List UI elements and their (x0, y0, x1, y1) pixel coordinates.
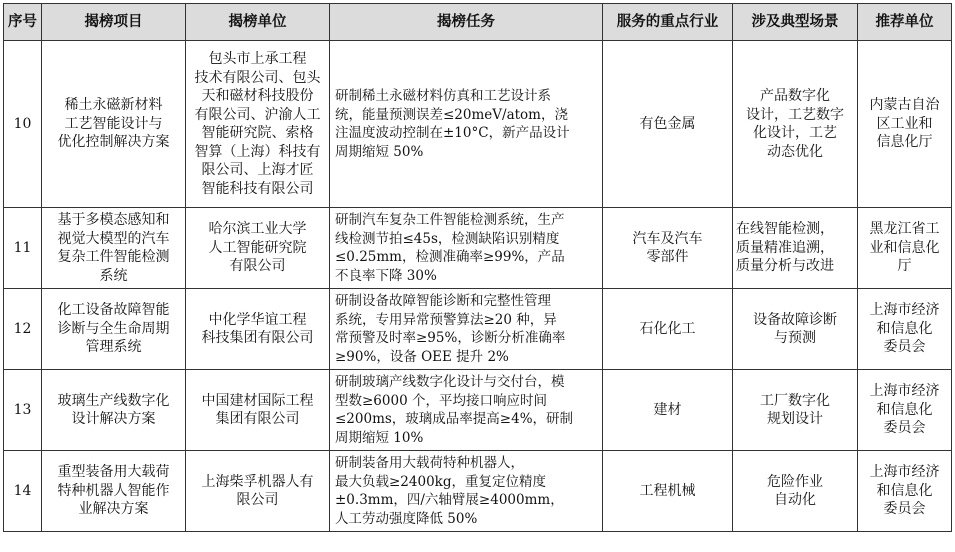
row-unit: 上海柴孚机器人有 限公司 (186, 451, 330, 532)
row-unit: 中国建材国际工程 集团有限公司 (186, 370, 330, 451)
row-task: 研制设备故障智能诊断和完整性管理 系统，专用异常预警算法≥20 种，异 常预警及时率≥95%，诊断分析准确率 ≥90%，设备 OEE 提升 2% (330, 289, 603, 370)
row-project: 稀土永磁新材料 工艺智能设计与 优化控制解决方案 (42, 41, 186, 208)
header-recommender: 推荐单位 (858, 4, 952, 41)
row-industry: 有色金属 (603, 41, 733, 208)
header-no: 序号 (4, 4, 42, 41)
row-unit: 哈尔滨工业大学 人工智能研究院 有限公司 (186, 208, 330, 289)
row-task: 研制装备用大载荷特种机器人， 最大负载≥2400kg，重复定位精度 ±0.3mm，四/六轴臂展≥4000mm， 人工劳动强度降低 50% (330, 451, 603, 532)
row-recommender: 黑龙江省工 业和信息化 厅 (858, 208, 952, 289)
row-no: 13 (4, 370, 42, 451)
row-scenario: 危险作业 自动化 (733, 451, 858, 532)
row-scenario: 产品数字化 设计，工艺数字 化设计，工艺 动态优化 (733, 41, 858, 208)
row-recommender: 内蒙古自治 区工业和 信息化厅 (858, 41, 952, 208)
row-project: 基于多模态感知和 视觉大模型的汽车 复杂工件智能检测 系统 (42, 208, 186, 289)
row-industry: 汽车及汽车 零部件 (603, 208, 733, 289)
row-recommender: 上海市经济 和信息化 委员会 (858, 289, 952, 370)
row-scenario: 工厂数字化 规划设计 (733, 370, 858, 451)
header-unit: 揭榜单位 (186, 4, 330, 41)
row-task: 研制稀土永磁材料仿真和工艺设计系 统，能量预测误差≤20meV/atom，浇 注温度波动控制在±10°C，新产品设计 周期缩短 50% (330, 41, 603, 208)
table-row (4, 208, 952, 289)
row-no: 11 (4, 208, 42, 289)
row-unit: 包头市上承工程 技术有限公司、包头 天和磁材科技股份 有限公司、沪渝人工 智能研究院、索格 智算（上海）科技有 限公司、上海才匠 智能科技有限公司 (186, 41, 330, 208)
row-industry: 石化化工 (603, 289, 733, 370)
row-industry: 建材 (603, 370, 733, 451)
table-row (4, 41, 952, 208)
row-recommender: 上海市经济 和信息化 委员会 (858, 370, 952, 451)
header-task: 揭榜任务 (330, 4, 603, 41)
row-no: 14 (4, 451, 42, 532)
table-row (4, 451, 952, 532)
table-row (4, 370, 952, 451)
row-recommender: 上海市经济 和信息化 委员会 (858, 451, 952, 532)
row-project: 玻璃生产线数字化 设计解决方案 (42, 370, 186, 451)
row-unit: 中化学华谊工程 科技集团有限公司 (186, 289, 330, 370)
row-project: 化工设备故障智能 诊断与全生命周期 管理系统 (42, 289, 186, 370)
row-no: 12 (4, 289, 42, 370)
row-scenario: 在线智能检测， 质量精准追溯， 质量分析与改进 (733, 208, 858, 289)
row-industry: 工程机械 (603, 451, 733, 532)
row-no: 10 (4, 41, 42, 208)
row-scenario: 设备故障诊断 与预测 (733, 289, 858, 370)
header-project: 揭榜项目 (42, 4, 186, 41)
table-row (4, 289, 952, 370)
row-task: 研制玻璃产线数字化设计与交付台，模 型数≥6000 个，平均接口响应时间 ≤200ms，玻璃成品率提高≥4%，研制 周期缩短 10% (330, 370, 603, 451)
row-task: 研制汽车复杂工件智能检测系统，生产 线检测节拍≤45s，检测缺陷识别精度 ≤0.25mm，检测准确率≥99%，产品 不良率下降 30% (330, 208, 603, 289)
header-row (4, 4, 952, 41)
row-project: 重型装备用大载荷 特种机器人智能作 业解决方案 (42, 451, 186, 532)
header-industry: 服务的重点行业 (603, 4, 733, 41)
header-scenario: 涉及典型场景 (733, 4, 858, 41)
project-table (3, 3, 952, 532)
